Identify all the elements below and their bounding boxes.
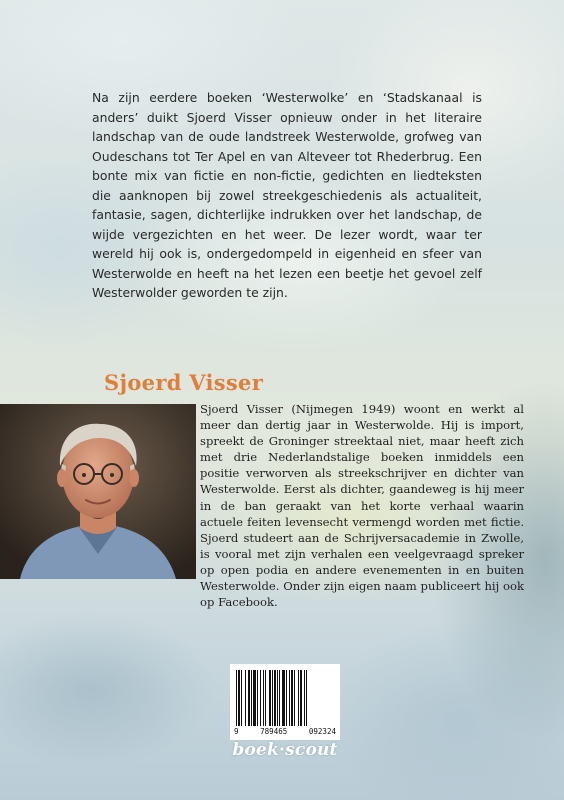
barcode-bar [260,670,261,726]
barcode-bar [253,670,256,726]
barcode-bar [251,670,252,726]
barcode-bar [277,670,278,726]
barcode-digit-group-1: 789465 [260,727,288,736]
author-portrait-illustration [0,404,196,579]
barcode-bar [304,670,305,726]
barcode-bar [238,670,240,726]
barcode-bar [291,670,293,726]
barcode-digits [230,727,340,736]
barcode-bar [279,670,280,726]
publisher-logo: boek·scout [232,740,338,760]
barcode-bar [274,670,276,726]
book-blurb: Na zijn eerdere boeken ‘Westerwolke’ en ‘Stadskanaal is anders’ duikt Sjoerd Visser opnieuw onder in het literaire landschap van de oude landstreek Westerwolde, grofweg van Oudeschans tot Ter Apel en van Alteveer tot Rhederbrug. Een bonte mix van fictie en non-fictie, gedichten en liedteksten die aanknopen bij zowel streekgeschiedenis als actualiteit, fantasie, sagen, dichterlijke indrukken over het landschap, de wijde vergezichten en het weer. De lezer wordt, waar ter wereld hij ook is, ondergedompeld in eigenheid en sfeer van Westerwolde en heeft na het lezen een beetje het gevoel zelf Westerwolder geworden te zijn. [92,90,482,300]
barcode-digit-first: 9 [234,727,239,736]
barcode-bar [263,670,264,726]
barcode-bar [245,670,246,726]
barcode-bar [282,670,285,726]
barcode-bars [236,670,334,726]
barcode-bar [269,670,271,726]
barcode-bar [248,670,250,726]
barcode-bar [300,670,302,726]
barcode-bar [289,670,290,726]
barcode-bar [236,670,237,726]
barcode-bar [265,670,266,726]
isbn-barcode [230,664,340,740]
barcode-bar [257,670,258,726]
barcode-bar [306,670,307,726]
barcode-digit-group-2: 092324 [308,727,336,736]
author-photo [0,404,196,579]
barcode-bar [272,670,273,726]
barcode-bar [241,670,242,726]
barcode-bar [298,670,299,726]
author-biography: Sjoerd Visser (Nijmegen 1949) woont en werkt al meer dan dertig jaar in Westerwolde. Hij is import, spreekt de Groninger streektaal niet, maar heeft zich met drie Nederlandstalige boeken inmiddels een positie verworven als streekschrijver en dichter van Westerwolde. Eerst als dichter, gaandeweg is hij meer in de ban geraakt van het korte verhaal waarin actuele feiten levensecht vermengd worden met fictie. Sjoerd studeert aan de Schrijversacademie in Zwolle, is vooral met zijn verhalen een veelgevraagd spreker op open podia en andere evenementen in en buiten Westerwolde. Onder zijn eigen naam publiceert hij ook op Facebook. [200,402,524,610]
barcode-bar [294,670,295,726]
author-name-heading: Sjoerd Visser [104,370,264,395]
barcode-bar [286,670,287,726]
